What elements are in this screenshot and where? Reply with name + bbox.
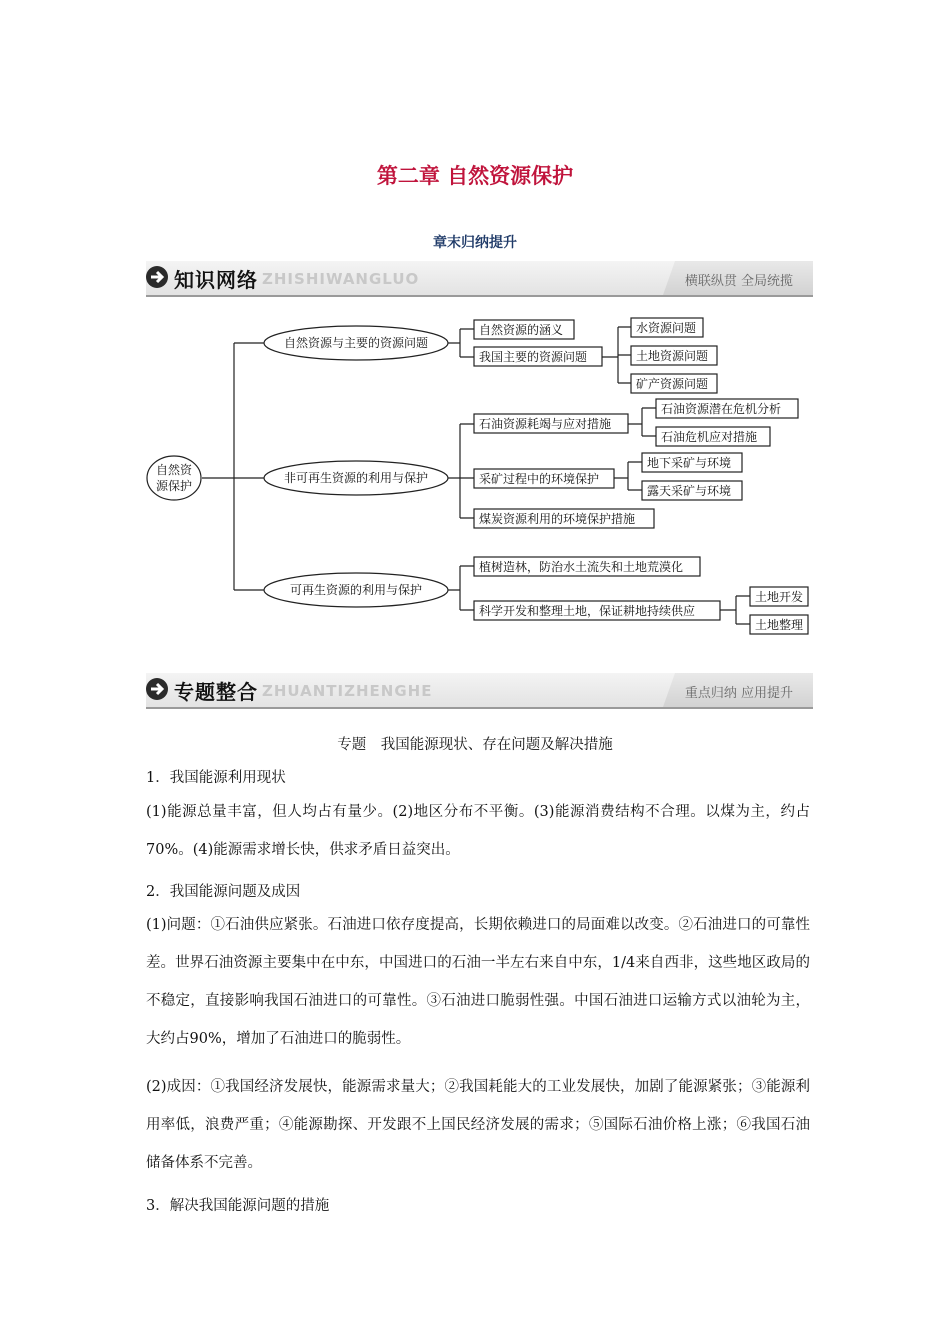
mindmap-root-line1: 自然资 — [155, 463, 193, 477]
paragraph-2: (1)问题：①石油供应紧张。石油进口依存度提高，长期依赖进口的局面难以改变。②石油进口的可靠性差。世界石油资源主要集中在中东，中国进口的石油一半左右来自中东，1/4来自西非，这些地区政局的不稳定，直接影响我国石油进口的可靠性。③石油进口脆弱性强。中国石油进口运输方式以油轮为主，大约占90%，增加了石油进口的脆弱性。 — [146, 917, 810, 1047]
mindmap-branch: 可再生资源的利用与保护 — [289, 583, 423, 597]
section-header-knowledge-network — [146, 261, 813, 297]
mindmap-leaf: 矿产资源问题 — [636, 377, 709, 391]
mindmap-leaf: 露天采矿与环境 — [647, 484, 732, 498]
paragraph-3: (2)成因：①我国经济发展快，能源需求量大；②我国耗能大的工业发展快，加剧了能源紧张；③能源利用率低，浪费严重；④能源勘探、开发跟不上国民经济发展的需求；⑤国际石油价格上涨；⑥我国石油储备体系不完善。 — [146, 1079, 810, 1171]
mindmap-leaf: 土地资源问题 — [636, 349, 709, 363]
mindmap-leaf: 水资源问题 — [636, 321, 697, 335]
paragraph-1: (1)能源总量丰富，但人均占有量少。(2)地区分布不平衡。(3)能源消费结构不合理。以煤为主，约占70%。(4)能源需求增长快，供求矛盾日益突出。 — [146, 804, 810, 858]
arrow-right-icon — [146, 678, 168, 700]
section-title: 专题整合 — [174, 680, 258, 704]
arrow-right-icon — [146, 266, 168, 288]
knowledge-mindmap — [146, 312, 816, 642]
mindmap-node: 植树造林，防治水土流失和土地荒漠化 — [479, 560, 684, 574]
section-pinyin: ZHUANTIZHENGHE — [262, 682, 433, 700]
mindmap-node: 自然资源的涵义 — [479, 323, 564, 337]
mindmap-branch: 非可再生资源的利用与保护 — [283, 471, 429, 485]
mindmap-node: 石油资源耗竭与应对措施 — [479, 417, 612, 431]
mindmap-node: 煤炭资源利用的环境保护措施 — [479, 512, 636, 526]
mindmap-leaf: 石油危机应对措施 — [661, 430, 758, 444]
heading-3: 3．解决我国能源问题的措施 — [146, 1198, 330, 1214]
mindmap-branch: 自然资源与主要的资源问题 — [283, 336, 429, 350]
section-header-topic-integration — [146, 673, 813, 709]
mindmap-leaf: 地下采矿与环境 — [647, 456, 732, 470]
heading-1: 1．我国能源利用现状 — [146, 770, 286, 786]
section-tagline: 横联纵贯 全局统揽 — [684, 274, 793, 289]
section-title: 知识网络 — [174, 268, 258, 292]
section-pinyin: ZHISHIWANGLUO — [262, 270, 420, 288]
page-subtitle: 章末归纳提升 — [433, 235, 517, 251]
topic-title: 专题 我国能源现状、存在问题及解决措施 — [337, 737, 613, 753]
mindmap-node: 采矿过程中的环境保护 — [479, 472, 600, 486]
mindmap-node: 科学开发和整理土地，保证耕地持续供应 — [479, 604, 696, 618]
mindmap-leaf: 土地整理 — [755, 618, 804, 632]
mindmap-leaf: 石油资源潜在危机分析 — [661, 402, 782, 416]
mindmap-leaf: 土地开发 — [755, 590, 804, 604]
section-tagline: 重点归纳 应用提升 — [684, 686, 793, 701]
mindmap-root-line2: 源保护 — [155, 479, 193, 493]
heading-2: 2．我国能源问题及成因 — [146, 884, 301, 900]
mindmap-node: 我国主要的资源问题 — [479, 350, 588, 364]
chapter-title: 第二章 自然资源保护 — [376, 164, 574, 188]
